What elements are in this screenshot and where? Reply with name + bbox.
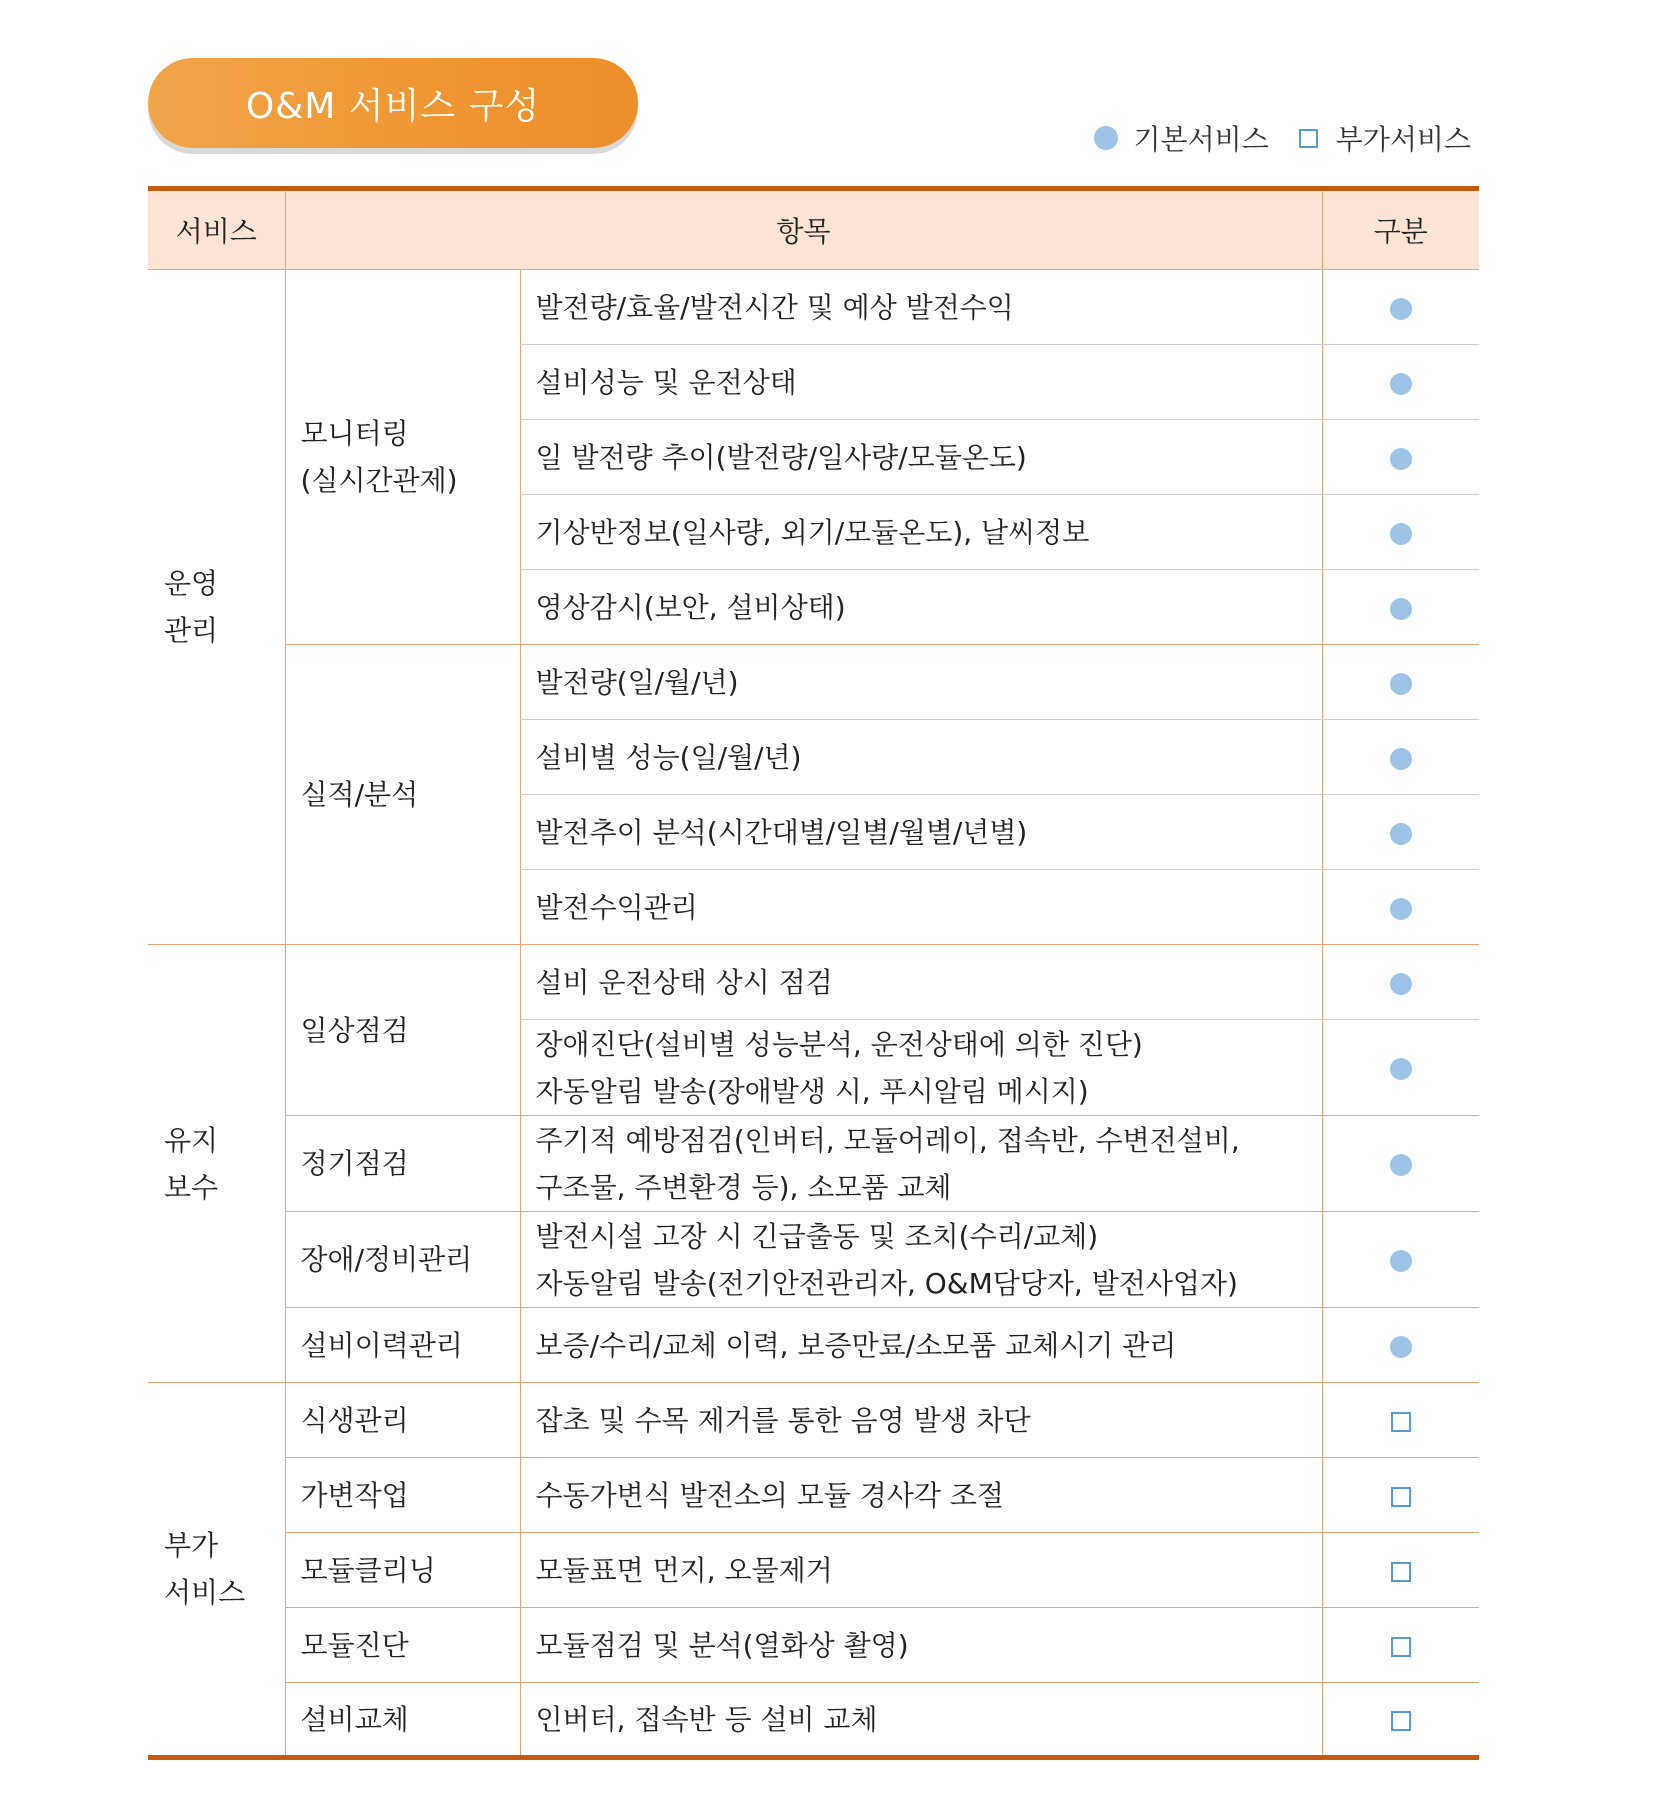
extra-service-box-icon	[1299, 129, 1318, 148]
item-label: 모듈표면 먼지, 오물제거	[535, 1553, 833, 1587]
type-cell	[1322, 645, 1479, 720]
basic-service-dot-icon	[1390, 1154, 1412, 1176]
table-body	[148, 270, 1479, 1758]
item-cell	[520, 1533, 1322, 1608]
category-label: 정기점검	[300, 1147, 409, 1180]
table-row	[148, 1116, 1479, 1212]
basic-service-dot-icon	[1390, 298, 1412, 320]
category-label: 모니터링 (실시간관제)	[300, 417, 458, 497]
type-cell	[1322, 870, 1479, 945]
category-label: 가변작업	[300, 1478, 409, 1512]
item-label: 기상반정보(일사량, 외기/모듈온도), 날씨정보	[535, 515, 1090, 549]
item-cell	[520, 1308, 1322, 1383]
type-cell	[1322, 270, 1479, 345]
table-row	[148, 1683, 1479, 1758]
table-row	[148, 1308, 1479, 1383]
service-cell	[148, 270, 285, 945]
table-row	[148, 1458, 1479, 1533]
service-cell	[148, 945, 285, 1383]
basic-service-dot-icon	[1390, 1058, 1412, 1080]
item-label: 주기적 예방점검(인버터, 모듈어레이, 접속반, 수변전설비, 구조물, 주변환경 등), 소모품 교체	[535, 1123, 1240, 1204]
service-label: 유지 보수	[164, 1123, 219, 1204]
legend-basic-label: 기본서비스	[1133, 123, 1269, 156]
type-cell	[1322, 1458, 1479, 1533]
extra-service-box-icon	[1391, 1487, 1411, 1507]
category-cell	[285, 1308, 520, 1383]
basic-service-dot-icon	[1390, 823, 1412, 845]
extra-service-box-icon	[1391, 1711, 1411, 1731]
table-row	[148, 645, 1479, 720]
basic-service-dot-icon	[1390, 973, 1412, 995]
type-cell	[1322, 495, 1479, 570]
type-cell	[1322, 795, 1479, 870]
item-cell	[520, 945, 1322, 1020]
category-cell	[285, 1458, 520, 1533]
basic-service-dot-icon	[1390, 1336, 1412, 1358]
item-label: 수동가변식 발전소의 모듈 경사각 조절	[535, 1478, 1004, 1512]
category-label: 모듈클리닝	[300, 1553, 436, 1587]
service-cell	[148, 1383, 285, 1758]
category-label: 모듈진단	[300, 1628, 409, 1662]
item-cell	[520, 1608, 1322, 1683]
category-cell	[285, 1212, 520, 1308]
item-cell	[520, 570, 1322, 645]
category-cell	[285, 945, 520, 1116]
type-cell	[1322, 1020, 1479, 1116]
basic-service-dot-icon	[1094, 126, 1118, 150]
type-cell	[1322, 570, 1479, 645]
service-table	[148, 186, 1479, 1760]
item-label: 영상감시(보안, 설비상태)	[535, 590, 846, 624]
type-cell	[1322, 1683, 1479, 1758]
extra-service-box-icon	[1391, 1412, 1411, 1432]
basic-service-dot-icon	[1390, 898, 1412, 920]
legend	[1094, 118, 1472, 158]
item-label: 장애진단(설비별 성능분석, 운전상태에 의한 진단) 자동알림 발송(장애발생 시, 푸시알림 메시지)	[535, 1027, 1143, 1108]
service-label: 부가 서비스	[164, 1529, 246, 1609]
category-cell	[285, 1383, 520, 1458]
page-title: O&M 서비스 구성	[148, 58, 638, 148]
item-cell	[520, 1020, 1322, 1116]
item-label: 인버터, 접속반 등 설비 교체	[535, 1702, 878, 1736]
table-row	[148, 1533, 1479, 1608]
item-cell	[520, 795, 1322, 870]
basic-service-dot-icon	[1390, 373, 1412, 395]
type-cell	[1322, 1533, 1479, 1608]
category-label: 일상점검	[300, 1013, 409, 1047]
table-row	[148, 1608, 1479, 1683]
item-cell	[520, 345, 1322, 420]
item-label: 발전추이 분석(시간대별/일별/월별/년별)	[535, 815, 1028, 849]
category-cell	[285, 270, 520, 645]
basic-service-dot-icon	[1390, 598, 1412, 620]
item-cell	[520, 420, 1322, 495]
item-cell	[520, 1116, 1322, 1212]
extra-service-box-icon	[1391, 1562, 1411, 1582]
table-header-row	[148, 189, 1479, 270]
category-label: 실적/분석	[300, 778, 419, 811]
item-label: 잡초 및 수목 제거를 통한 음영 발생 차단	[535, 1403, 1031, 1437]
header-service: 서비스	[148, 189, 285, 270]
category-label: 설비교체	[300, 1702, 409, 1736]
item-cell	[520, 270, 1322, 345]
basic-service-dot-icon	[1390, 673, 1412, 695]
extra-service-box-icon	[1391, 1637, 1411, 1657]
item-cell	[520, 1458, 1322, 1533]
table-row	[148, 1212, 1479, 1308]
header-item: 항목	[285, 189, 1322, 270]
category-cell	[285, 1116, 520, 1212]
type-cell	[1322, 1212, 1479, 1308]
type-cell	[1322, 945, 1479, 1020]
item-label: 보증/수리/교체 이력, 보증만료/소모품 교체시기 관리	[535, 1328, 1177, 1362]
item-cell	[520, 645, 1322, 720]
type-cell	[1322, 1383, 1479, 1458]
basic-service-dot-icon	[1390, 523, 1412, 545]
item-label: 모듈점검 및 분석(열화상 촬영)	[535, 1628, 909, 1662]
type-cell	[1322, 345, 1479, 420]
table-row	[148, 1383, 1479, 1458]
item-cell	[520, 1683, 1322, 1758]
item-label: 발전량/효율/발전시간 및 예상 발전수익	[535, 290, 1014, 324]
item-label: 설비 운전상태 상시 점검	[535, 965, 833, 999]
category-label: 설비이력관리	[300, 1328, 463, 1362]
item-cell	[520, 870, 1322, 945]
item-cell	[520, 495, 1322, 570]
type-cell	[1322, 1308, 1479, 1383]
item-cell	[520, 1212, 1322, 1308]
item-cell	[520, 720, 1322, 795]
category-label: 식생관리	[300, 1403, 409, 1437]
category-cell	[285, 1683, 520, 1758]
category-cell	[285, 1533, 520, 1608]
table-row	[148, 270, 1479, 345]
type-cell	[1322, 420, 1479, 495]
item-label: 설비별 성능(일/월/년)	[535, 740, 802, 774]
category-cell	[285, 645, 520, 945]
service-label: 운영 관리	[164, 567, 219, 647]
legend-extra-label: 부가서비스	[1335, 123, 1471, 156]
item-label: 일 발전량 추이(발전량/일사량/모듈온도)	[535, 440, 1027, 474]
basic-service-dot-icon	[1390, 1250, 1412, 1272]
item-label: 발전량(일/월/년)	[535, 665, 739, 699]
category-cell	[285, 1608, 520, 1683]
type-cell	[1322, 1116, 1479, 1212]
table-row	[148, 945, 1479, 1020]
header-type: 구분	[1322, 189, 1479, 270]
category-label: 장애/정비관리	[300, 1243, 473, 1276]
basic-service-dot-icon	[1390, 448, 1412, 470]
item-label: 설비성능 및 운전상태	[535, 365, 797, 399]
type-cell	[1322, 1608, 1479, 1683]
basic-service-dot-icon	[1390, 748, 1412, 770]
item-label: 발전수익관리	[535, 890, 698, 924]
item-label: 발전시설 고장 시 긴급출동 및 조치(수리/교체) 자동알림 발송(전기안전관리자, O&M담당자, 발전사업자)	[535, 1219, 1238, 1300]
item-cell	[520, 1383, 1322, 1458]
type-cell	[1322, 720, 1479, 795]
